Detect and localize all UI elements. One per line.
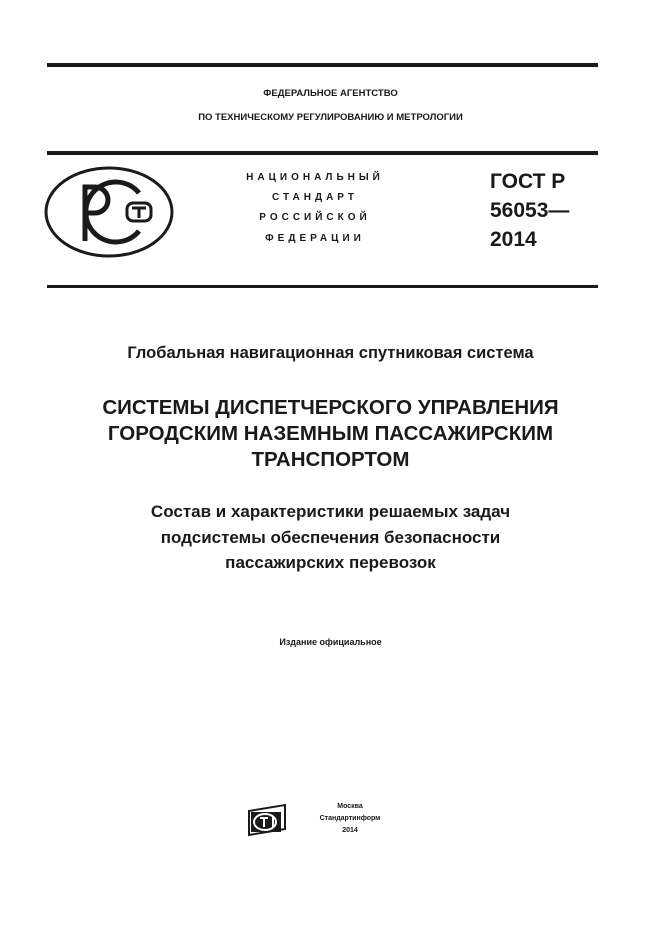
national-line-1: НАЦИОНАЛЬНЫЙ [246, 172, 384, 183]
national-line-3: РОССИЙСКОЙ [259, 212, 371, 223]
top-rule [47, 63, 598, 67]
subtitle-line: Состав и характеристики решаемых задач [150, 502, 511, 521]
publisher-info [300, 801, 400, 837]
general-title: Глобальная навигационная спутниковая система [127, 344, 534, 362]
publisher-year: 2014 [342, 827, 358, 834]
agency-line-1: ФЕДЕРАЛЬНОЕ АГЕНТСТВО [263, 88, 398, 99]
subtitle [0, 499, 661, 576]
standartinform-logo-icon [247, 803, 287, 837]
main-title-line: СИСТЕМЫ ДИСПЕТЧЕРСКОГО УПРАВЛЕНИЯ [102, 396, 559, 419]
national-line-4: ФЕДЕРАЦИИ [265, 233, 365, 244]
subtitle-line: пассажирских перевозок [225, 553, 436, 572]
main-title [0, 395, 661, 473]
rst-logo-icon [43, 165, 175, 259]
agency-line-2: ПО ТЕХНИЧЕСКОМУ РЕГУЛИРОВАНИЮ И МЕТРОЛОГИИ [198, 112, 463, 123]
main-title-line: ТРАНСПОРТОМ [251, 448, 410, 471]
gost-number: 56053— [490, 199, 570, 222]
publisher-name: Стандартинформ [319, 815, 381, 822]
main-title-line: ГОРОДСКИМ НАЗЕМНЫМ ПАССАЖИРСКИМ [107, 422, 554, 445]
gost-label: ГОСТ Р [490, 170, 566, 193]
subtitle-line: подсистемы обеспечения безопасности [160, 527, 501, 547]
publisher-city: Москва [337, 803, 363, 810]
header-rule [47, 151, 598, 155]
edition-label: Издание официальное [279, 637, 382, 647]
national-line-2: СТАНДАРТ [272, 192, 358, 203]
gost-year: 2014 [490, 228, 537, 251]
block-rule [47, 285, 598, 288]
